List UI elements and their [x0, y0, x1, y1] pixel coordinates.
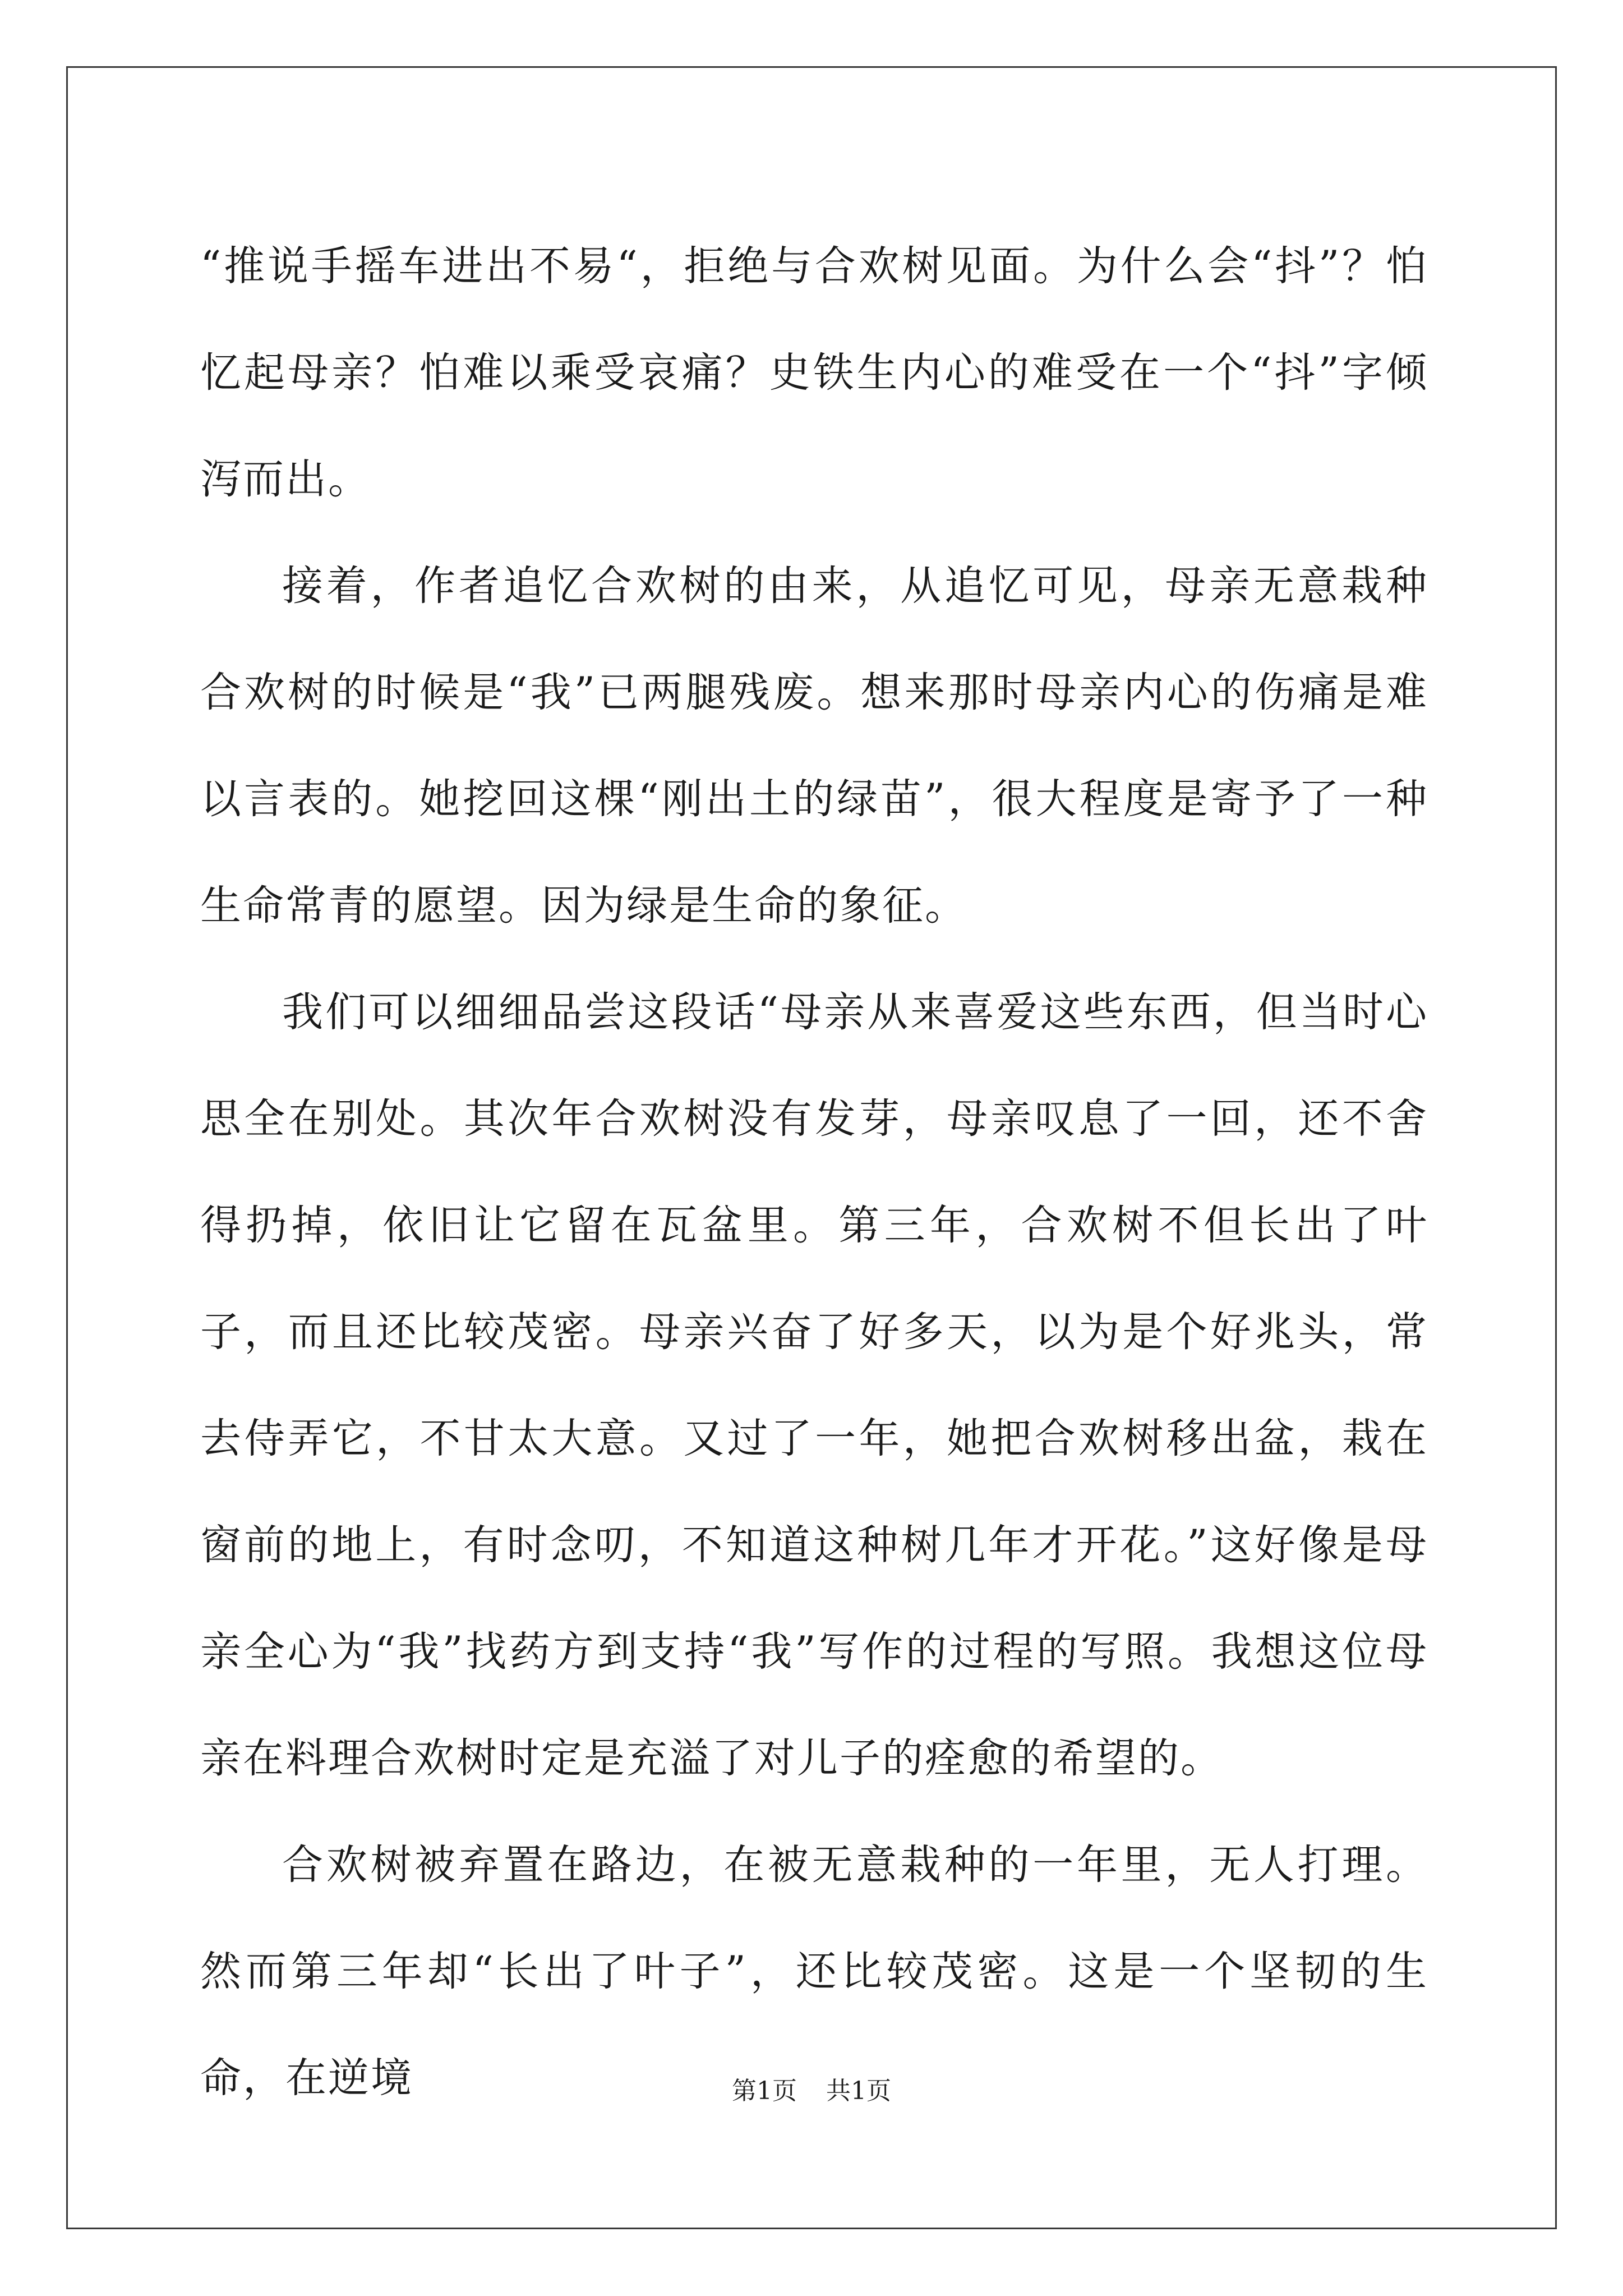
page-number-label: 第1页	[732, 2077, 797, 2105]
paragraph-1: “推说手摇车进出不易“，拒绝与合欢树见面。为什么会“抖”？怕忆起母亲？怕难以乘受哀痛？史铁生内心的难受在一个“抖”字倾泻而出。	[200, 242, 1428, 503]
paragraph-3: 我们可以细细品尝这段话“母亲从来喜爱这些东西，但当时心思全在别处。其次年合欢树没有发芽，母亲叹息了一回，还不舍得扔掉，依旧让它留在瓦盆里。第三年，合欢树不但长出了叶子，而且还比较茂密。母亲兴奋了好多天，以为是个好兆头，常去侍弄它，不甘太大意。又过了一年，她把合欢树移出盆，栽在窗前的地上，有时念叨，不知道这种树几年才开花。”这好像是母亲全心为“我”找药方到支持“我”写作的过程的写照。我想这位母亲在料理合欢树时定是充溢了对儿子的痊愈的希望的。	[200, 988, 1428, 1782]
document-body	[200, 213, 1428, 2132]
page-total-label: 共1页	[826, 2077, 891, 2105]
paragraph-2: 接着，作者追忆合欢树的由来，从追忆可见，母亲无意栽种合欢树的时候是“我”已两腿残废。想来那时母亲内心的伤痛是难以言表的。她挖回这棵“刚出土的绿苗”，很大程度是寄予了一种生命常青的愿望。因为绿是生命的象征。	[200, 562, 1428, 930]
paragraph-4: 合欢树被弃置在路边，在被无意栽种的一年里，无人打理。然而第三年却“长出了叶子”，还比较茂密。这是一个坚韧的生命，在逆境	[200, 1841, 1428, 2102]
page-footer	[0, 2074, 1623, 2108]
